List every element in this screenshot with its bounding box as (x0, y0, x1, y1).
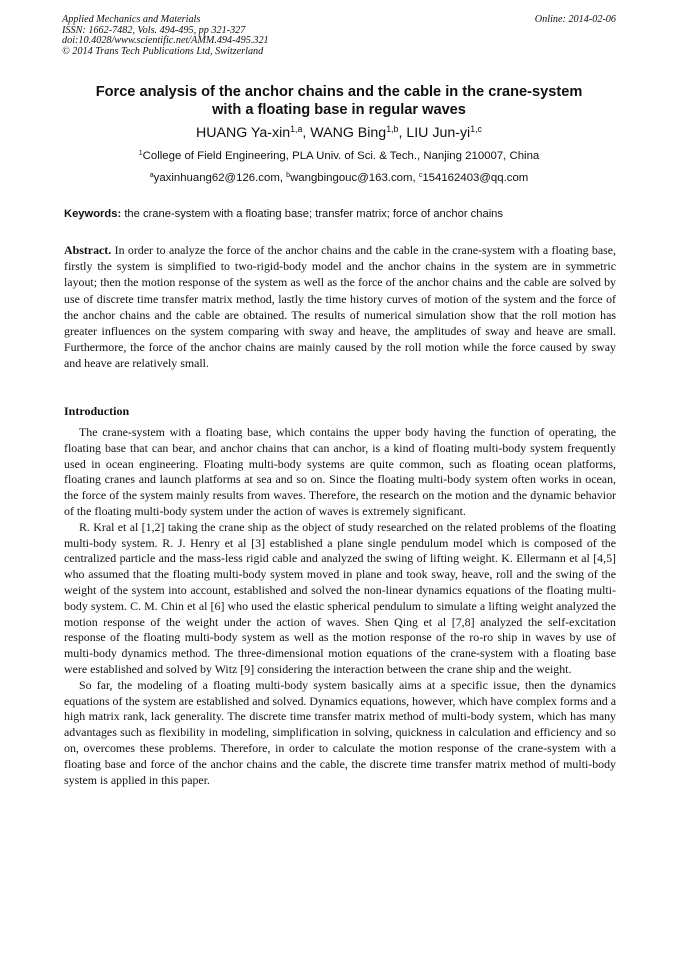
author-name: HUANG Ya-xin (196, 125, 291, 141)
paragraph: R. Kral et al [1,2] taking the crane ship as the object of study researched on the related problems of the floating multi-body system. R. J. Henry et al [3] established a plane single pendulum model which is composed of the centralized particle and the mass-less rigid cable and analyzed the swing of lifting weight. K. Ellermann et al [4,5] who assumed that the floating multi-body system moved in plane and took sway, heave, roll and the swing of the weight of the system into account, established and solved the non-linear dynamics equations of the floating multi-body system. C. M. Chin et al [6] who used the elastic spherical pendulum to simulate a lifting weight analyzed the motion response of the weight under the action of waves. Shen Qing et al [7,8] analyzed the self-excitation response of the floating multi-body system as well as the motion response of the ro-ro ship in waves by use of multi-body dynamics method. The three-dimensional motion equations of the crane-system with a floating base were established and solved by Witz [9] considering the interaction between the crane ship and the weight. (64, 519, 616, 676)
author-list: HUANG Ya-xin$^{1,a}$, WANG Bing$^{1,b}$, LIU Jun-yi$^{1,c}$ (196, 124, 482, 141)
email-superscript: b (286, 172, 291, 180)
keywords (64, 207, 616, 221)
affiliation (50, 149, 628, 165)
email-superscript: a (149, 172, 154, 180)
paper-title (50, 83, 628, 119)
email-superscript: c (418, 172, 423, 180)
online-date: Online: 2014-02-06 (534, 14, 616, 25)
paper-title-line-1: Force analysis of the anchor chains and the cable in the crane-system (95, 84, 583, 100)
author-name: LIU Jun-yi (406, 125, 471, 141)
paper-title-line-2: with a floating base in regular waves (212, 102, 466, 118)
author-superscript: 1,a (290, 124, 303, 135)
affiliation-text: College of Field Engineering, PLA Univ. of Sci. & Tech., Nanjing 210007, China (142, 150, 540, 162)
keywords-label: Keywords: (64, 208, 122, 220)
author-superscript: 1,b (386, 124, 399, 135)
author-superscript: 1,c (470, 124, 482, 135)
affiliation-superscript: 1 (138, 150, 143, 158)
email-address: yaxinhuang62@126.com (153, 172, 280, 184)
email-address: wangbingouc@163.com (290, 172, 413, 184)
journal-copyright: © 2014 Trans Tech Publications Ltd, Switzerland (62, 45, 264, 57)
abstract-text: In order to analyze the force of the anchor chains and the cable in the crane-system with a floating base, firstly the system is simplified to two-rigid-body model and the anchor chains in the system are in symmetric layout; then the motion response of the system as well as the force of the anchor chains and the cable are solved by use of discrete time transfer matrix method, lastly the time history curves of motion of the system and the force of the anchor chains and the cable are obtained. The results of numerical simulation show that the roll motion has greater influences on the system comparing with sway and heave, the amplitudes of sway and heave are small. Furthermore, the force of the anchor chains are mainly caused by the roll motion while the force caused by sway and heave are relatively small. (64, 243, 616, 371)
author-name: WANG Bing (310, 125, 387, 141)
journal-name: Applied Mechanics and Materials (62, 14, 201, 25)
keywords-text: the crane-system with a floating base; transfer matrix; force of anchor chains (124, 208, 503, 220)
abstract-label: Abstract. (64, 243, 112, 257)
journal-issn: ISSN: 1662-7482, Vols. 494-495, pp 321-327 (62, 24, 246, 36)
introduction-body (64, 425, 616, 788)
section-heading-introduction: Introduction (64, 404, 130, 418)
abstract (64, 242, 616, 372)
paragraph: The crane-system with a floating base, which contains the upper body having the function of operating, the floating base that can bear, and anchor chains that can anchor, is a kind of floating multi-body system frequently used in ocean engineering. Floating multi-body systems are quite common, such as floating ocean platforms, floating cranes and launch platforms at sea and so on. Since the floating multi-body system often works in ocean, the force of the system mainly results from waves. Therefore, the research on the motion and the dynamic behavior of the floating multi-body system under the action of waves is extremely significant. (64, 425, 616, 518)
email-address: 154162403@qq.com (422, 172, 529, 184)
author-emails: $^a$yaxinhuang62@126.com, $^b$wangbingouc@163.com, $^c$154162403@qq.com (149, 172, 529, 184)
paragraph: So far, the modeling of a floating multi-body system basically aims at a specific issue, then the dynamics equations of the system are established and solved. Dynamics equations, however, which have complex forms and a high matrix rank, lack generality. The discrete time transfer matrix method of multi-body system, which has many advantages such as flexibility in modeling, simplification in solving, quickness in calculation and efficiency and so on, overcomes these problems. Therefore, in order to calculate the motion response of the crane-system with a floating base and force of the anchor chains and the cable, the discrete time transfer matrix method of multi-body system is applied in this paper. (64, 677, 616, 787)
journal-doi: doi:10.4028/www.scientific.net/AMM.494-495.321 (62, 35, 269, 47)
journal-header (62, 15, 616, 57)
